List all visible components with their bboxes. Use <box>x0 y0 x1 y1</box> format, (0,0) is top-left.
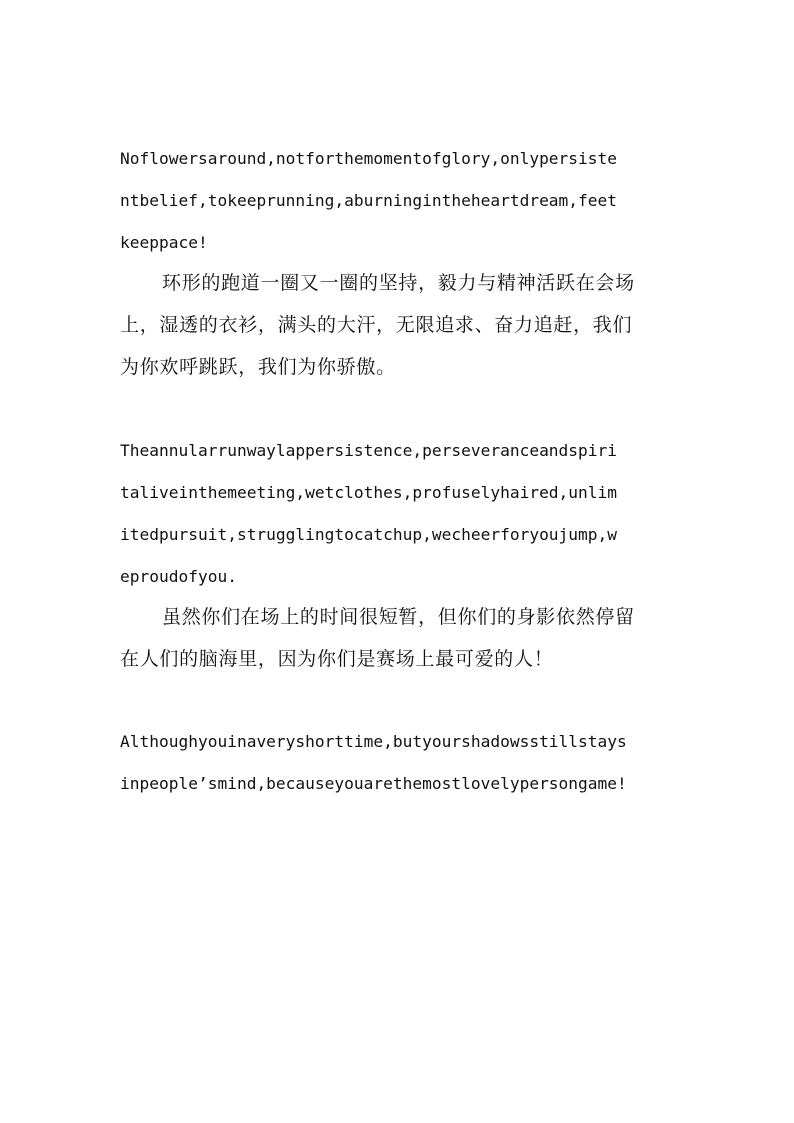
paragraph-1-line-2: ntbelief,tokeeprunning,aburningintheheartdream,feet <box>120 191 618 210</box>
paragraph-3-line-2: taliveinthemeeting,wetclothes,profuselyhaired,unlim <box>120 483 618 502</box>
paragraph-1-line-1: Noflowersaround,notforthemomentofglory,onlypersiste <box>120 149 618 168</box>
paragraph-1-line-3: keeppace! <box>120 233 208 252</box>
paragraph-3-line-1: Theannularrunwaylappersistence,perseveranceandspiri <box>120 441 618 460</box>
paragraph-2-line-2: 上，湿透的衣衫，满头的大汗，无限追求、奋力追赶，我们 <box>120 314 633 336</box>
paragraph-5-line-1: Althoughyouinaveryshorttime,butyourshadowsstillstays <box>120 732 627 751</box>
paragraph-3-line-3: itedpursuit,strugglingtocatchup,wecheerforyoujump,w <box>120 525 618 544</box>
paragraph-5-line-2: inpeople’smind,becauseyouarethemostlovelypersongame! <box>120 774 627 793</box>
paragraph-2-line-3: 为你欢呼跳跃，我们为你骄傲。 <box>120 356 396 378</box>
paragraph-3-line-4: eproudofyou. <box>120 567 237 586</box>
paragraph-4-line-1: 虽然你们在场上的时间很短暂，但你们的身影依然停留 <box>162 606 635 628</box>
paragraph-2-line-1: 环形的跑道一圈又一圈的坚持，毅力与精神活跃在会场 <box>162 272 635 294</box>
paragraph-4-line-2: 在人们的脑海里，因为你们是赛场上最可爱的人！ <box>120 648 554 670</box>
